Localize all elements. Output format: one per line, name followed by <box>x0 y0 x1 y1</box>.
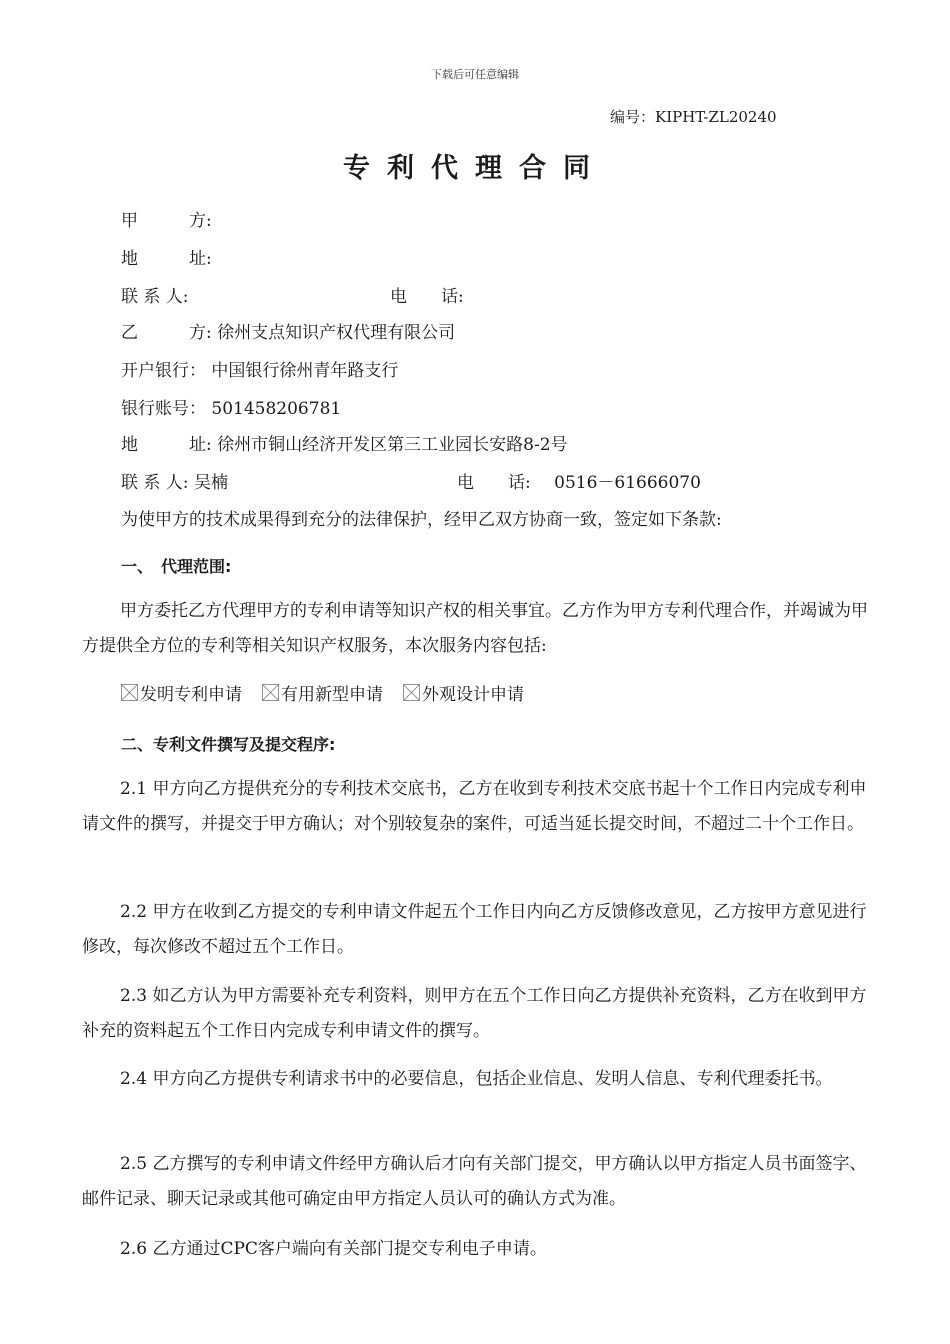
clause-2-4: 2.4 甲方向乙方提供专利请求书中的必要信息，包括企业信息、发明人信息、专利代理委托书。 <box>120 1069 833 1089</box>
party-b-phone-value: 0516－61666070 <box>554 473 701 493</box>
party-a-contact-row <box>121 282 189 307</box>
section-1-body: 甲方委托乙方代理甲方的专利申请等知识产权的相关事宜。乙方作为甲方专利代理合作，并竭诚为甲方提供全方位的专利等相关知识产权服务，本次服务内容包括: <box>82 601 868 656</box>
option-label: 发明专利申请 <box>140 685 242 705</box>
bank-value: 中国银行徐州青年路支行 <box>211 361 399 381</box>
option-design[interactable] <box>403 680 524 705</box>
party-b-phone-row <box>457 468 701 493</box>
clause-2-6: 2.6 乙方通过CPC客户端向有关部门提交专利电子申请。 <box>120 1239 547 1259</box>
party-a-phone-label: 电 话: <box>390 287 464 307</box>
party-b-contact-row <box>121 468 228 493</box>
section-1-heading: 一、 代理范围: <box>121 557 232 576</box>
clause-2-1: 2.1 甲方向乙方提供充分的专利技术交底书，乙方在收到专利技术交底书起十个工作日内完成专利申请文件的撰写，并提交于甲方确认；对个别较复杂的案件，可适当延长提交时间，不超过二十个工作日。 <box>82 779 867 834</box>
intro-text: 为使甲方的技术成果得到充分的法律保护，经甲乙双方协商一致，签定如下条款: <box>121 510 722 530</box>
party-a-contact-label: 联 系 人: <box>121 287 189 307</box>
checked-box-icon <box>262 684 279 701</box>
checked-box-icon <box>403 684 420 701</box>
option-label: 外观设计申请 <box>422 685 524 705</box>
clause-2-3: 2.3 如乙方认为甲方需要补充专利资料，则甲方在五个工作日向乙方提供补充资料，乙方在收到甲方补充的资料起五个工作日内完成专利申请文件的撰写。 <box>82 986 867 1041</box>
header-note: 下载后可任意编辑 <box>431 68 519 81</box>
account-value: 501458206781 <box>211 399 342 419</box>
option-utility-model[interactable] <box>262 680 383 705</box>
account-row <box>121 394 341 419</box>
party-b-value: 徐州支点知识产权代理有限公司 <box>217 323 456 343</box>
party-b-address-value: 徐州市铜山经济开发区第三工业园长安路8-2号 <box>217 435 568 455</box>
party-b-name-row <box>121 318 455 343</box>
party-a-address-row <box>121 244 212 269</box>
party-b-address-label: 地 址: <box>121 435 212 455</box>
bank-row <box>121 356 398 381</box>
clause-2-5: 2.5 乙方撰写的专利申请文件经甲方确认后才向有关部门提交，甲方确认以甲方指定人员书面签字、邮件记录、聊天记录或其他可确定由甲方指定人员认可的确认方式为准。 <box>82 1154 867 1209</box>
contract-number: 编号：KIPHT-ZL20240 <box>610 108 777 126</box>
party-a-name-row <box>121 206 212 231</box>
party-b-contact-label: 联 系 人: <box>121 473 189 493</box>
party-b-label: 乙 方: <box>121 323 212 343</box>
party-b-address-row <box>121 430 568 455</box>
party-a-phone-row <box>390 282 464 307</box>
party-b-contact-value: 吴楠 <box>193 473 228 493</box>
bank-label: 开户银行： <box>121 361 206 381</box>
section-2-heading: 二、专利文件撰写及提交程序: <box>121 735 336 754</box>
document-title: 专利代理合同 <box>343 153 607 184</box>
option-invention-patent[interactable] <box>121 680 242 705</box>
checked-box-icon <box>121 684 138 701</box>
party-a-label: 甲 方: <box>121 211 212 231</box>
account-label: 银行账号： <box>121 399 206 419</box>
clause-2-2: 2.2 甲方在收到乙方提交的专利申请文件起五个工作日内向乙方反馈修改意见，乙方按甲方意见进行修改，每次修改不超过五个工作日。 <box>82 902 867 957</box>
service-options <box>121 680 544 705</box>
party-a-address-label: 地 址: <box>121 249 212 269</box>
option-label: 有用新型申请 <box>281 685 383 705</box>
party-b-phone-label: 电 话: <box>457 473 531 493</box>
